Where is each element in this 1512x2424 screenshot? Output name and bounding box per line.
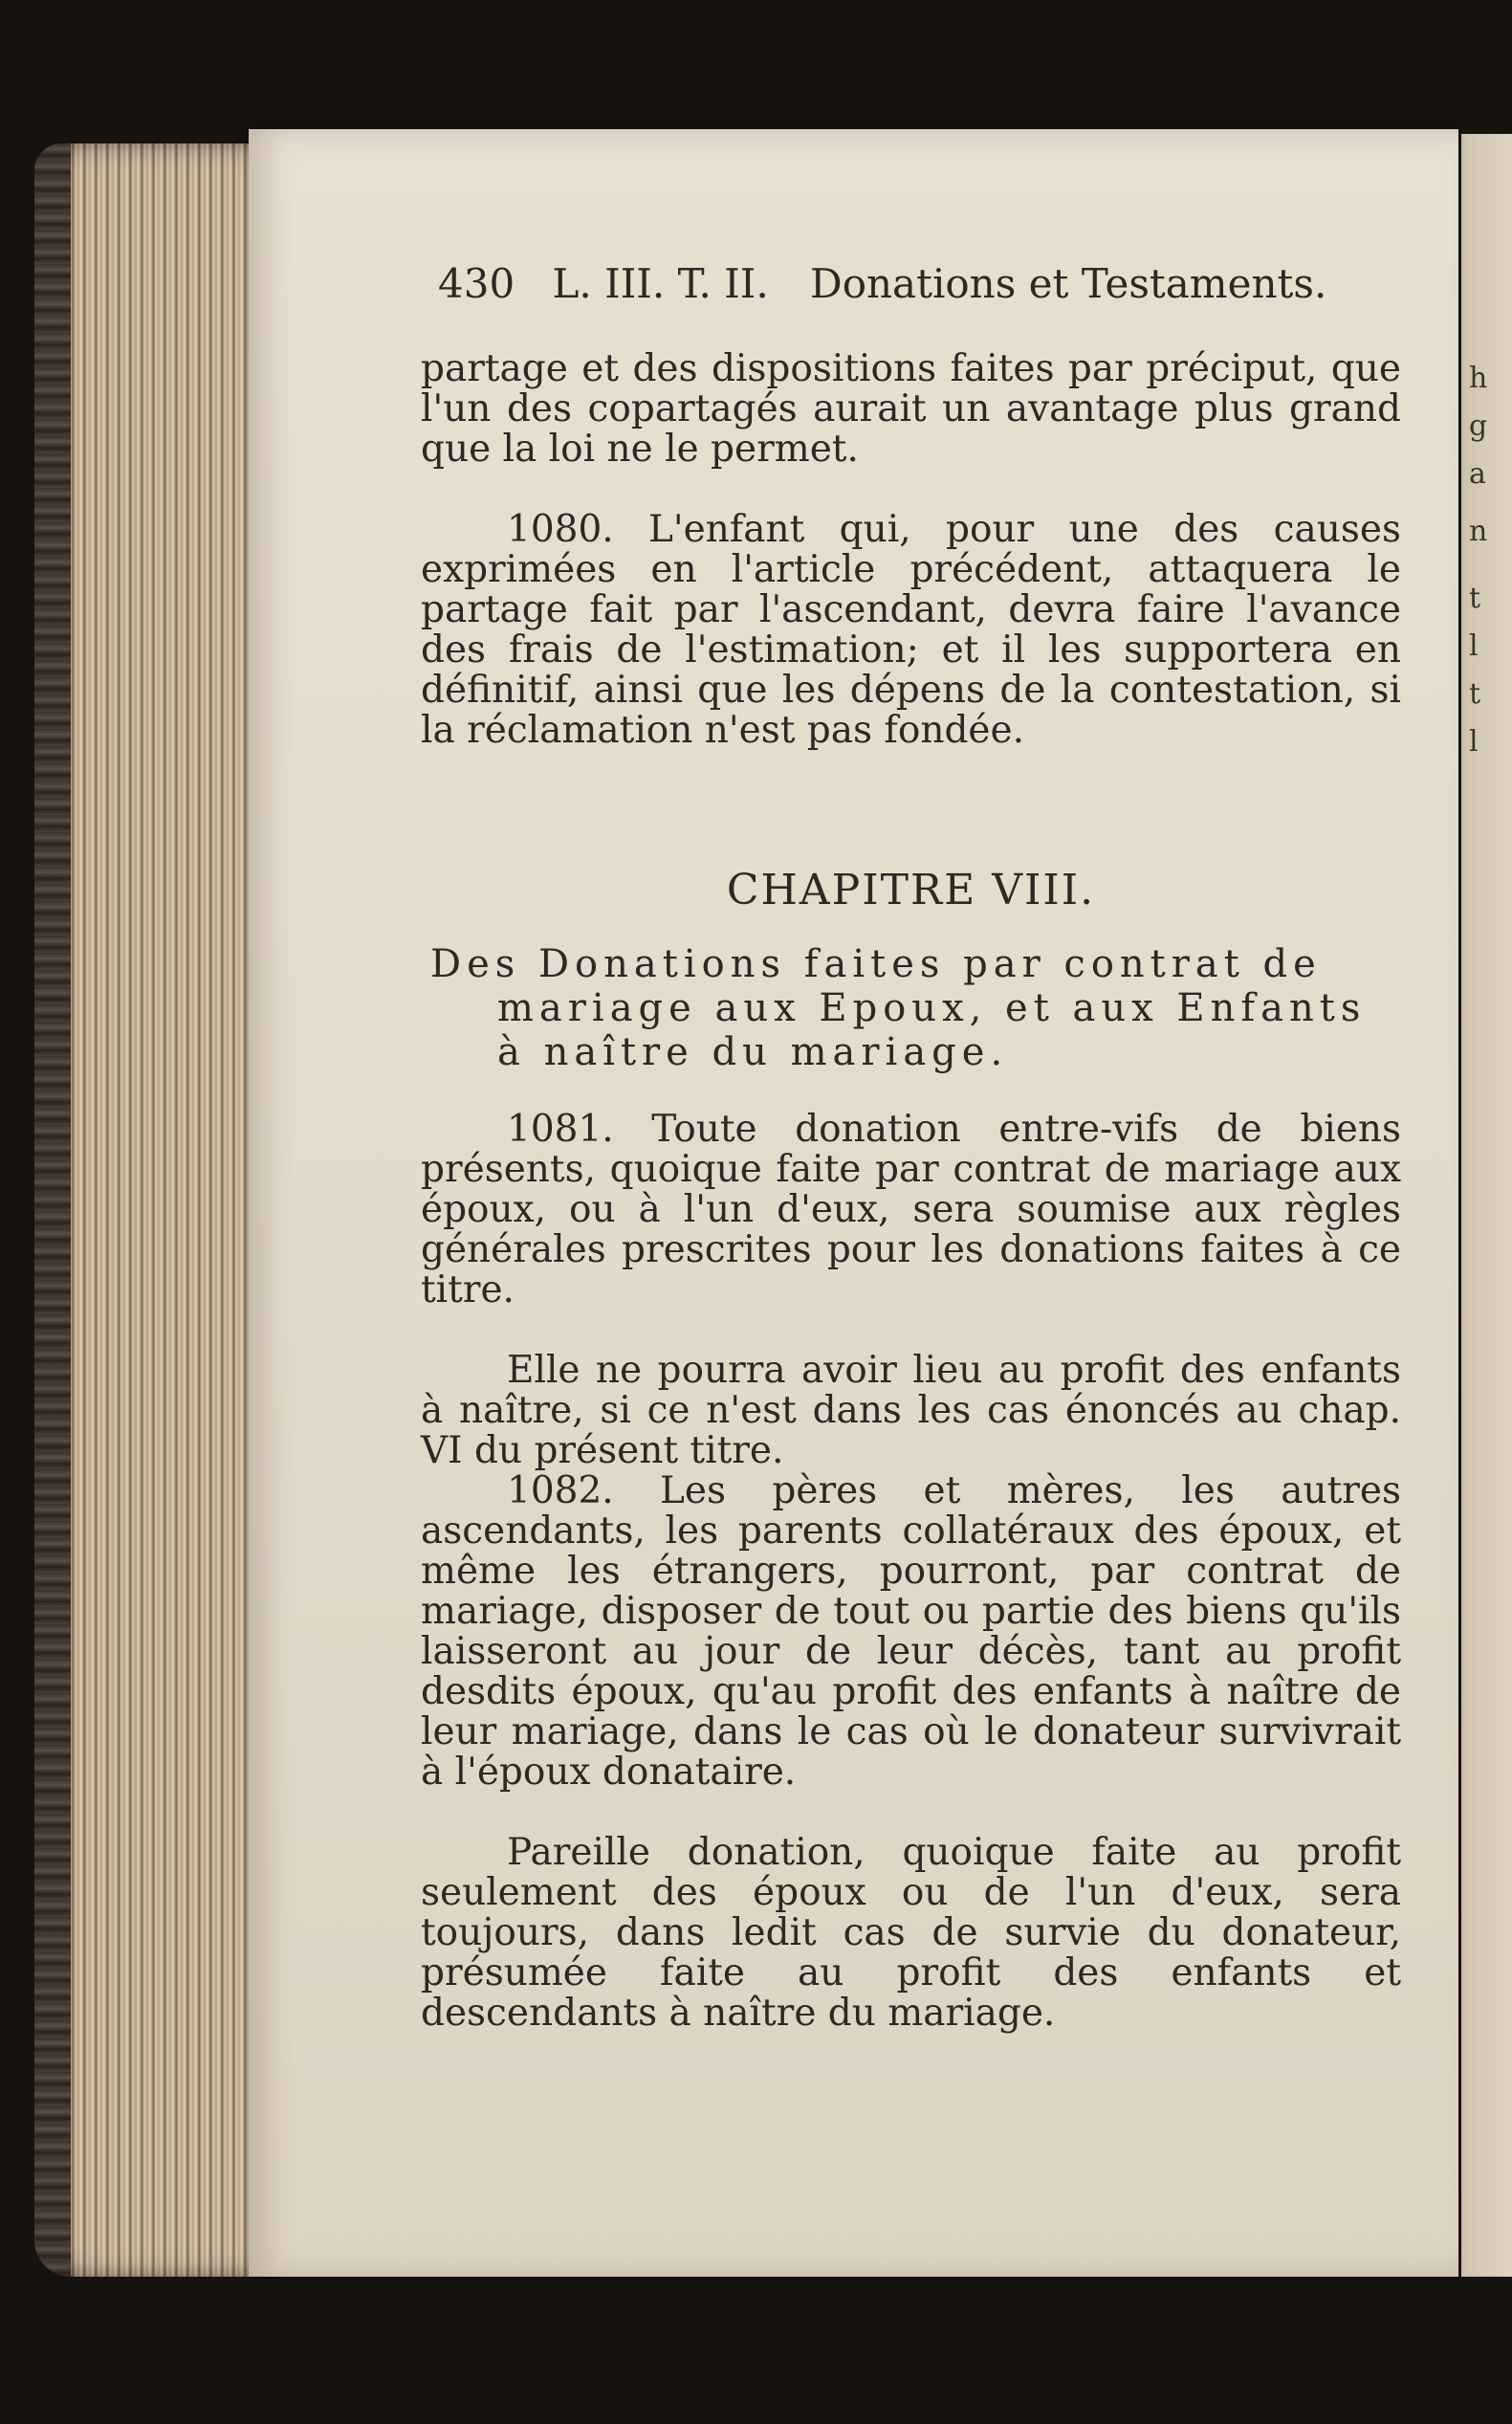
- opposite-fragment: l: [1469, 629, 1479, 663]
- opposite-fragment: a: [1469, 457, 1486, 491]
- article-1081: 1081. Toute donation entre-vifs de biens présents, quoique faite par contrat de mariage aux époux, ou à l'un d'eux, sera soumise aux règles générales prescrites pour les donations faites à ce titre.: [421, 1108, 1401, 1311]
- opposite-fragment: t: [1469, 677, 1481, 711]
- text-block-top: [421, 349, 1401, 751]
- opposite-fragment: n: [1469, 515, 1488, 548]
- header-title: Donations et Testaments.: [810, 260, 1327, 307]
- article-1082: 1082. Les pères et mères, les autres ascendants, les parents collatéraux des époux, et même les étrangers, pourront, par contrat de mariage, disposer de tout ou partie des biens qu'ils laisseront au jour de leur décès, tant au profit desdits époux, qu'au profit des enfants à naître de leur mariage, dans le cas où le donateur survivrait à l'époux donataire.: [421, 1469, 1401, 1794]
- text-block-bottom: [421, 1110, 1401, 2034]
- opposite-fragment: t: [1469, 582, 1481, 615]
- page-number: 430: [438, 260, 515, 307]
- section-title-line1: Des Donations faites par contrat de: [430, 942, 1322, 986]
- running-header: [438, 260, 1375, 307]
- section-title-line2: mariage aux Epoux, et aux Enfants à naître du mariage.: [497, 986, 1367, 1074]
- paragraph: Elle ne pourra avoir lieu au profit des enfants à naître, si ce n'est dans les cas énoncés au chap. VI du présent titre.: [421, 1349, 1401, 1472]
- opposite-fragment: g: [1469, 409, 1488, 443]
- chapter-heading: CHAPITRE VIII.: [726, 866, 1096, 915]
- opposite-fragment: l: [1469, 725, 1479, 759]
- paragraph: partage et des dispositions faites par préciput, que l'un des copartagés aurait un avantage plus grand que la loi ne le permet.: [421, 347, 1401, 471]
- article-1080: 1080. L'enfant qui, pour une des causes exprimées en l'article précédent, attaquera le partage fait par l'ascendant, devra faire l'avance des frais de l'estimation; et il les supportera en définitif, ainsi que les dépens de la contestation, si la réclamation n'est pas fondée.: [421, 508, 1401, 752]
- book-fore-edge: [38, 143, 268, 2277]
- section-title: [430, 942, 1401, 1074]
- header-section: L. III. T. II.: [552, 260, 769, 307]
- opposite-fragment: h: [1469, 362, 1488, 395]
- paragraph: Pareille donation, quoique faite au profit seulement des époux ou de l'un d'eux, sera toujours, dans ledit cas de survie du donateur, présumée faite au profit des enfants et descendants à naître du mariage.: [421, 1831, 1401, 2035]
- opposite-page-edge: [1458, 134, 1512, 2277]
